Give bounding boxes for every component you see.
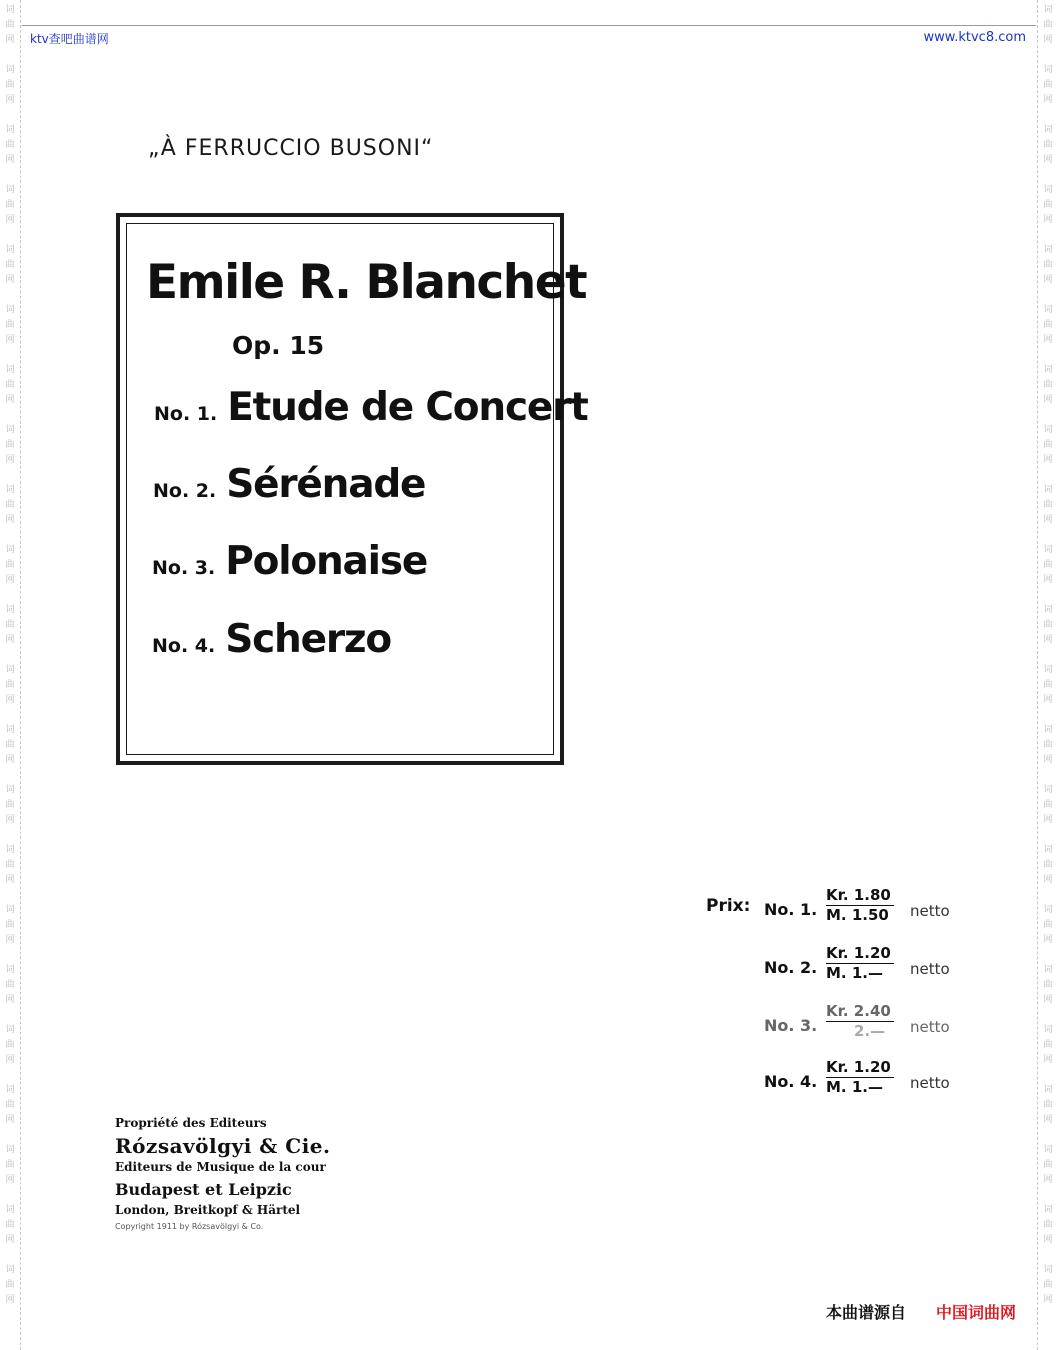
watermark-char: 词: [1043, 65, 1053, 75]
watermark-group: [5, 363, 14, 408]
opus-number: Op. 15: [232, 331, 325, 360]
publisher-role: Editeurs de Musique de la cour: [115, 1160, 326, 1174]
piece-number: No. 4.: [152, 635, 216, 657]
watermark-char: 曲: [1043, 920, 1053, 930]
watermark-char: 网: [5, 1115, 15, 1125]
watermark-char: 曲: [5, 1040, 15, 1050]
watermark-char: 曲: [5, 140, 15, 150]
price-row: [764, 886, 994, 928]
watermark-char: 词: [5, 965, 15, 975]
watermark-char: 词: [5, 785, 15, 795]
watermark-char: 词: [5, 65, 15, 75]
price-piece-number: No. 4.: [764, 1072, 818, 1091]
watermark-char: 网: [1043, 755, 1053, 765]
watermark-group: [5, 543, 14, 588]
watermark-group: [5, 1023, 14, 1068]
watermark-char: 词: [5, 1265, 15, 1275]
watermark-char: 网: [1043, 335, 1053, 345]
watermark-char: 曲: [1043, 1160, 1053, 1170]
watermark-char: 词: [5, 125, 15, 135]
watermark-group: [5, 903, 14, 948]
watermark-char: 曲: [1043, 560, 1053, 570]
watermark-char: 网: [5, 1295, 15, 1305]
piece-item: [152, 539, 427, 584]
price-fraction: [826, 944, 894, 983]
watermark-char: 曲: [1043, 860, 1053, 870]
price-piece-number: No. 2.: [764, 958, 818, 977]
watermark-group: [1043, 483, 1052, 528]
watermark-char: 曲: [5, 740, 15, 750]
watermark-char: 曲: [1043, 680, 1053, 690]
watermark-group: [1043, 603, 1052, 648]
watermark-group: [1043, 963, 1052, 1008]
price-fraction: [826, 1058, 894, 1097]
watermark-char: 词: [1043, 725, 1053, 735]
header-divider: [22, 25, 1036, 26]
watermark-char: 曲: [5, 1100, 15, 1110]
watermark-group: [5, 183, 14, 228]
watermark-group: [1043, 903, 1052, 948]
watermark-char: 词: [1043, 125, 1053, 135]
watermark-char: 词: [5, 605, 15, 615]
watermark-char: 网: [1043, 35, 1053, 45]
watermark-group: [5, 1143, 14, 1188]
composer-name: Emile R. Blanchet: [146, 255, 587, 310]
piece-title: Sérénade: [226, 462, 426, 507]
watermark-char: 曲: [5, 20, 15, 30]
watermark-char: 词: [1043, 1085, 1053, 1095]
piece-item: [153, 462, 425, 507]
watermark-char: 词: [1043, 425, 1053, 435]
watermark-group: [5, 783, 14, 828]
watermark-char: 网: [1043, 395, 1053, 405]
price-piece-number: No. 1.: [764, 900, 818, 919]
copyright-notice: Copyright 1911 by Rózsavölgyi & Co.: [115, 1222, 264, 1231]
watermark-char: 词: [1043, 905, 1053, 915]
piece-item: [154, 385, 588, 430]
watermark-char: 词: [5, 305, 15, 315]
watermark-group: [5, 123, 14, 168]
watermark-char: 网: [5, 755, 15, 765]
watermark-char: 词: [5, 185, 15, 195]
piece-number: No. 2.: [153, 480, 217, 502]
watermark-char: 词: [5, 1205, 15, 1215]
publisher-name: Rózsavölgyi & Cie.: [115, 1134, 331, 1158]
watermark-char: 曲: [1043, 20, 1053, 30]
watermark-group: [1043, 63, 1052, 108]
watermark-char: 曲: [1043, 440, 1053, 450]
price-mark: M. 1.—: [826, 964, 883, 982]
source-label: 本曲谱源自: [826, 1303, 907, 1322]
watermark-char: 曲: [1043, 1220, 1053, 1230]
watermark-group: [1043, 423, 1052, 468]
piece-title: Etude de Concert: [227, 385, 588, 430]
watermark-char: 词: [1043, 1265, 1053, 1275]
watermark-char: 词: [1043, 1025, 1053, 1035]
watermark-char: 曲: [5, 620, 15, 630]
prix-label: Prix:: [706, 896, 751, 916]
watermark-char: 曲: [1043, 260, 1053, 270]
watermark-group: [1043, 1083, 1052, 1128]
watermark-char: 网: [1043, 1295, 1053, 1305]
watermark-char: 网: [5, 275, 15, 285]
watermark-char: 曲: [5, 560, 15, 570]
piece-title: Polonaise: [225, 539, 428, 584]
watermark-char: 曲: [5, 800, 15, 810]
watermark-char: 曲: [1043, 380, 1053, 390]
watermark-char: 词: [5, 365, 15, 375]
price-piece-number: No. 3.: [764, 1016, 818, 1035]
price-kronen: Kr. 1.80: [826, 886, 894, 906]
price-kronen: Kr. 1.20: [826, 944, 894, 964]
watermark-group: [1043, 363, 1052, 408]
watermark-char: 网: [1043, 635, 1053, 645]
watermark-char: 网: [5, 515, 15, 525]
watermark-char: 词: [1043, 365, 1053, 375]
watermark-char: 曲: [1043, 1280, 1053, 1290]
netto-label: netto: [910, 902, 950, 920]
watermark-char: 网: [1043, 215, 1053, 225]
watermark-group: [1043, 123, 1052, 168]
watermark-char: 网: [1043, 515, 1053, 525]
watermark-char: 词: [1043, 845, 1053, 855]
netto-label: netto: [910, 960, 950, 978]
watermark-char: 网: [5, 155, 15, 165]
dedication: „À FERRUCCIO BUSONI“: [148, 136, 434, 161]
site-url-link[interactable]: www.ktvc8.com: [923, 30, 1026, 45]
piece-number: No. 1.: [154, 403, 218, 425]
watermark-char: 曲: [1043, 980, 1053, 990]
left-watermark-strip: [0, 0, 21, 1350]
watermark-group: [1043, 183, 1052, 228]
watermark-char: 词: [1043, 1145, 1053, 1155]
watermark-char: 网: [1043, 95, 1053, 105]
watermark-char: 曲: [5, 1160, 15, 1170]
watermark-char: 词: [5, 545, 15, 555]
watermark-group: [5, 603, 14, 648]
watermark-char: 网: [1043, 575, 1053, 585]
watermark-char: 网: [5, 35, 15, 45]
watermark-char: 网: [1043, 875, 1053, 885]
watermark-group: [1043, 1023, 1052, 1068]
watermark-char: 词: [1043, 5, 1053, 15]
watermark-char: 网: [5, 335, 15, 345]
piece-item: [152, 617, 391, 662]
watermark-char: 网: [1043, 995, 1053, 1005]
right-watermark-strip: [1037, 0, 1058, 1350]
watermark-char: 曲: [5, 80, 15, 90]
watermark-char: 曲: [1043, 740, 1053, 750]
watermark-char: 词: [5, 1145, 15, 1155]
watermark-char: 曲: [5, 440, 15, 450]
site-name-link[interactable]: ktv查吧曲谱网: [30, 32, 109, 46]
price-mark: M. 1.—: [826, 1078, 883, 1096]
price-row: [764, 944, 994, 986]
watermark-group: [1043, 3, 1052, 48]
watermark-char: 曲: [5, 1280, 15, 1290]
watermark-char: 曲: [1043, 140, 1053, 150]
watermark-char: 网: [5, 695, 15, 705]
piece-number: No. 3.: [152, 557, 216, 579]
watermark-group: [5, 963, 14, 1008]
watermark-char: 网: [1043, 455, 1053, 465]
watermark-group: [1043, 1143, 1052, 1188]
watermark-char: 词: [5, 425, 15, 435]
watermark-char: 网: [5, 575, 15, 585]
watermark-char: 网: [5, 995, 15, 1005]
watermark-char: 词: [1043, 1205, 1053, 1215]
publisher-london: London, Breitkopf & Härtel: [115, 1203, 301, 1217]
watermark-char: 网: [5, 815, 15, 825]
price-fraction: [826, 886, 894, 925]
publisher-cities: Budapest et Leipzic: [115, 1180, 292, 1199]
watermark-char: 词: [1043, 605, 1053, 615]
watermark-char: 词: [5, 665, 15, 675]
watermark-char: 词: [1043, 785, 1053, 795]
watermark-char: 曲: [5, 920, 15, 930]
watermark-char: 曲: [5, 980, 15, 990]
watermark-char: 曲: [5, 380, 15, 390]
watermark-char: 网: [5, 1235, 15, 1245]
watermark-char: 网: [1043, 1055, 1053, 1065]
price-mark: M. 1.50: [826, 906, 889, 924]
watermark-group: [1043, 543, 1052, 588]
watermark-char: 网: [5, 935, 15, 945]
watermark-char: 词: [1043, 245, 1053, 255]
watermark-char: 曲: [1043, 200, 1053, 210]
watermark-char: 曲: [5, 680, 15, 690]
watermark-group: [1043, 1203, 1052, 1248]
watermark-char: 网: [1043, 155, 1053, 165]
watermark-char: 词: [1043, 965, 1053, 975]
watermark-char: 词: [5, 905, 15, 915]
watermark-group: [5, 423, 14, 468]
watermark-char: 曲: [5, 200, 15, 210]
watermark-char: 曲: [1043, 620, 1053, 630]
piece-title: Scherzo: [225, 617, 391, 662]
watermark-char: 网: [1043, 1115, 1053, 1125]
watermark-group: [5, 3, 14, 48]
price-fraction: [826, 1002, 894, 1041]
watermark-char: 词: [5, 485, 15, 495]
watermark-group: [1043, 663, 1052, 708]
watermark-group: [1043, 1263, 1052, 1308]
watermark-group: [5, 843, 14, 888]
watermark-char: 词: [5, 845, 15, 855]
watermark-char: 网: [5, 455, 15, 465]
watermark-char: 词: [1043, 485, 1053, 495]
watermark-char: 网: [1043, 935, 1053, 945]
watermark-group: [1043, 783, 1052, 828]
netto-label: netto: [910, 1074, 950, 1092]
source-site-link[interactable]: 中国词曲网: [936, 1303, 1017, 1322]
price-list: [700, 882, 1000, 1102]
watermark-char: 网: [1043, 695, 1053, 705]
watermark-char: 曲: [1043, 80, 1053, 90]
watermark-group: [1043, 243, 1052, 288]
watermark-group: [5, 243, 14, 288]
price-row: [764, 1058, 994, 1100]
watermark-char: 曲: [1043, 1040, 1053, 1050]
price-kronen: Kr. 2.40: [826, 1002, 894, 1022]
watermark-char: 词: [1043, 185, 1053, 195]
watermark-char: 词: [5, 1025, 15, 1035]
watermark-char: 网: [5, 1055, 15, 1065]
watermark-group: [5, 1203, 14, 1248]
watermark-char: 词: [5, 1085, 15, 1095]
watermark-char: 网: [1043, 275, 1053, 285]
watermark-group: [5, 63, 14, 108]
watermark-char: 词: [5, 245, 15, 255]
watermark-group: [5, 1263, 14, 1308]
watermark-group: [5, 483, 14, 528]
watermark-char: 曲: [1043, 320, 1053, 330]
watermark-char: 曲: [5, 1220, 15, 1230]
watermark-char: 词: [5, 725, 15, 735]
watermark-char: 网: [1043, 1175, 1053, 1185]
watermark-char: 曲: [1043, 800, 1053, 810]
watermark-char: 网: [5, 875, 15, 885]
publisher-property: Propriété des Editeurs: [115, 1116, 267, 1130]
watermark-char: 词: [5, 5, 15, 15]
watermark-char: 词: [1043, 665, 1053, 675]
watermark-char: 词: [1043, 305, 1053, 315]
watermark-group: [1043, 843, 1052, 888]
watermark-group: [5, 663, 14, 708]
watermark-char: 网: [5, 215, 15, 225]
watermark-char: 曲: [5, 320, 15, 330]
watermark-char: 网: [1043, 815, 1053, 825]
publisher-block: [115, 1116, 330, 1231]
watermark-char: 曲: [5, 500, 15, 510]
price-mark: 2.—: [854, 1022, 886, 1040]
watermark-group: [5, 303, 14, 348]
watermark-char: 网: [5, 95, 15, 105]
watermark-char: 曲: [1043, 500, 1053, 510]
watermark-char: 曲: [5, 260, 15, 270]
netto-label: netto: [910, 1018, 950, 1036]
watermark-group: [5, 723, 14, 768]
price-kronen: Kr. 1.20: [826, 1058, 894, 1078]
watermark-char: 网: [5, 395, 15, 405]
watermark-char: 曲: [5, 860, 15, 870]
watermark-group: [1043, 723, 1052, 768]
watermark-char: 曲: [1043, 1100, 1053, 1110]
watermark-group: [5, 1083, 14, 1128]
title-frame: [116, 213, 588, 765]
watermark-char: 网: [1043, 1235, 1053, 1245]
watermark-char: 网: [5, 635, 15, 645]
watermark-char: 词: [1043, 545, 1053, 555]
watermark-char: 网: [5, 1175, 15, 1185]
watermark-group: [1043, 303, 1052, 348]
price-row: [764, 1002, 994, 1044]
